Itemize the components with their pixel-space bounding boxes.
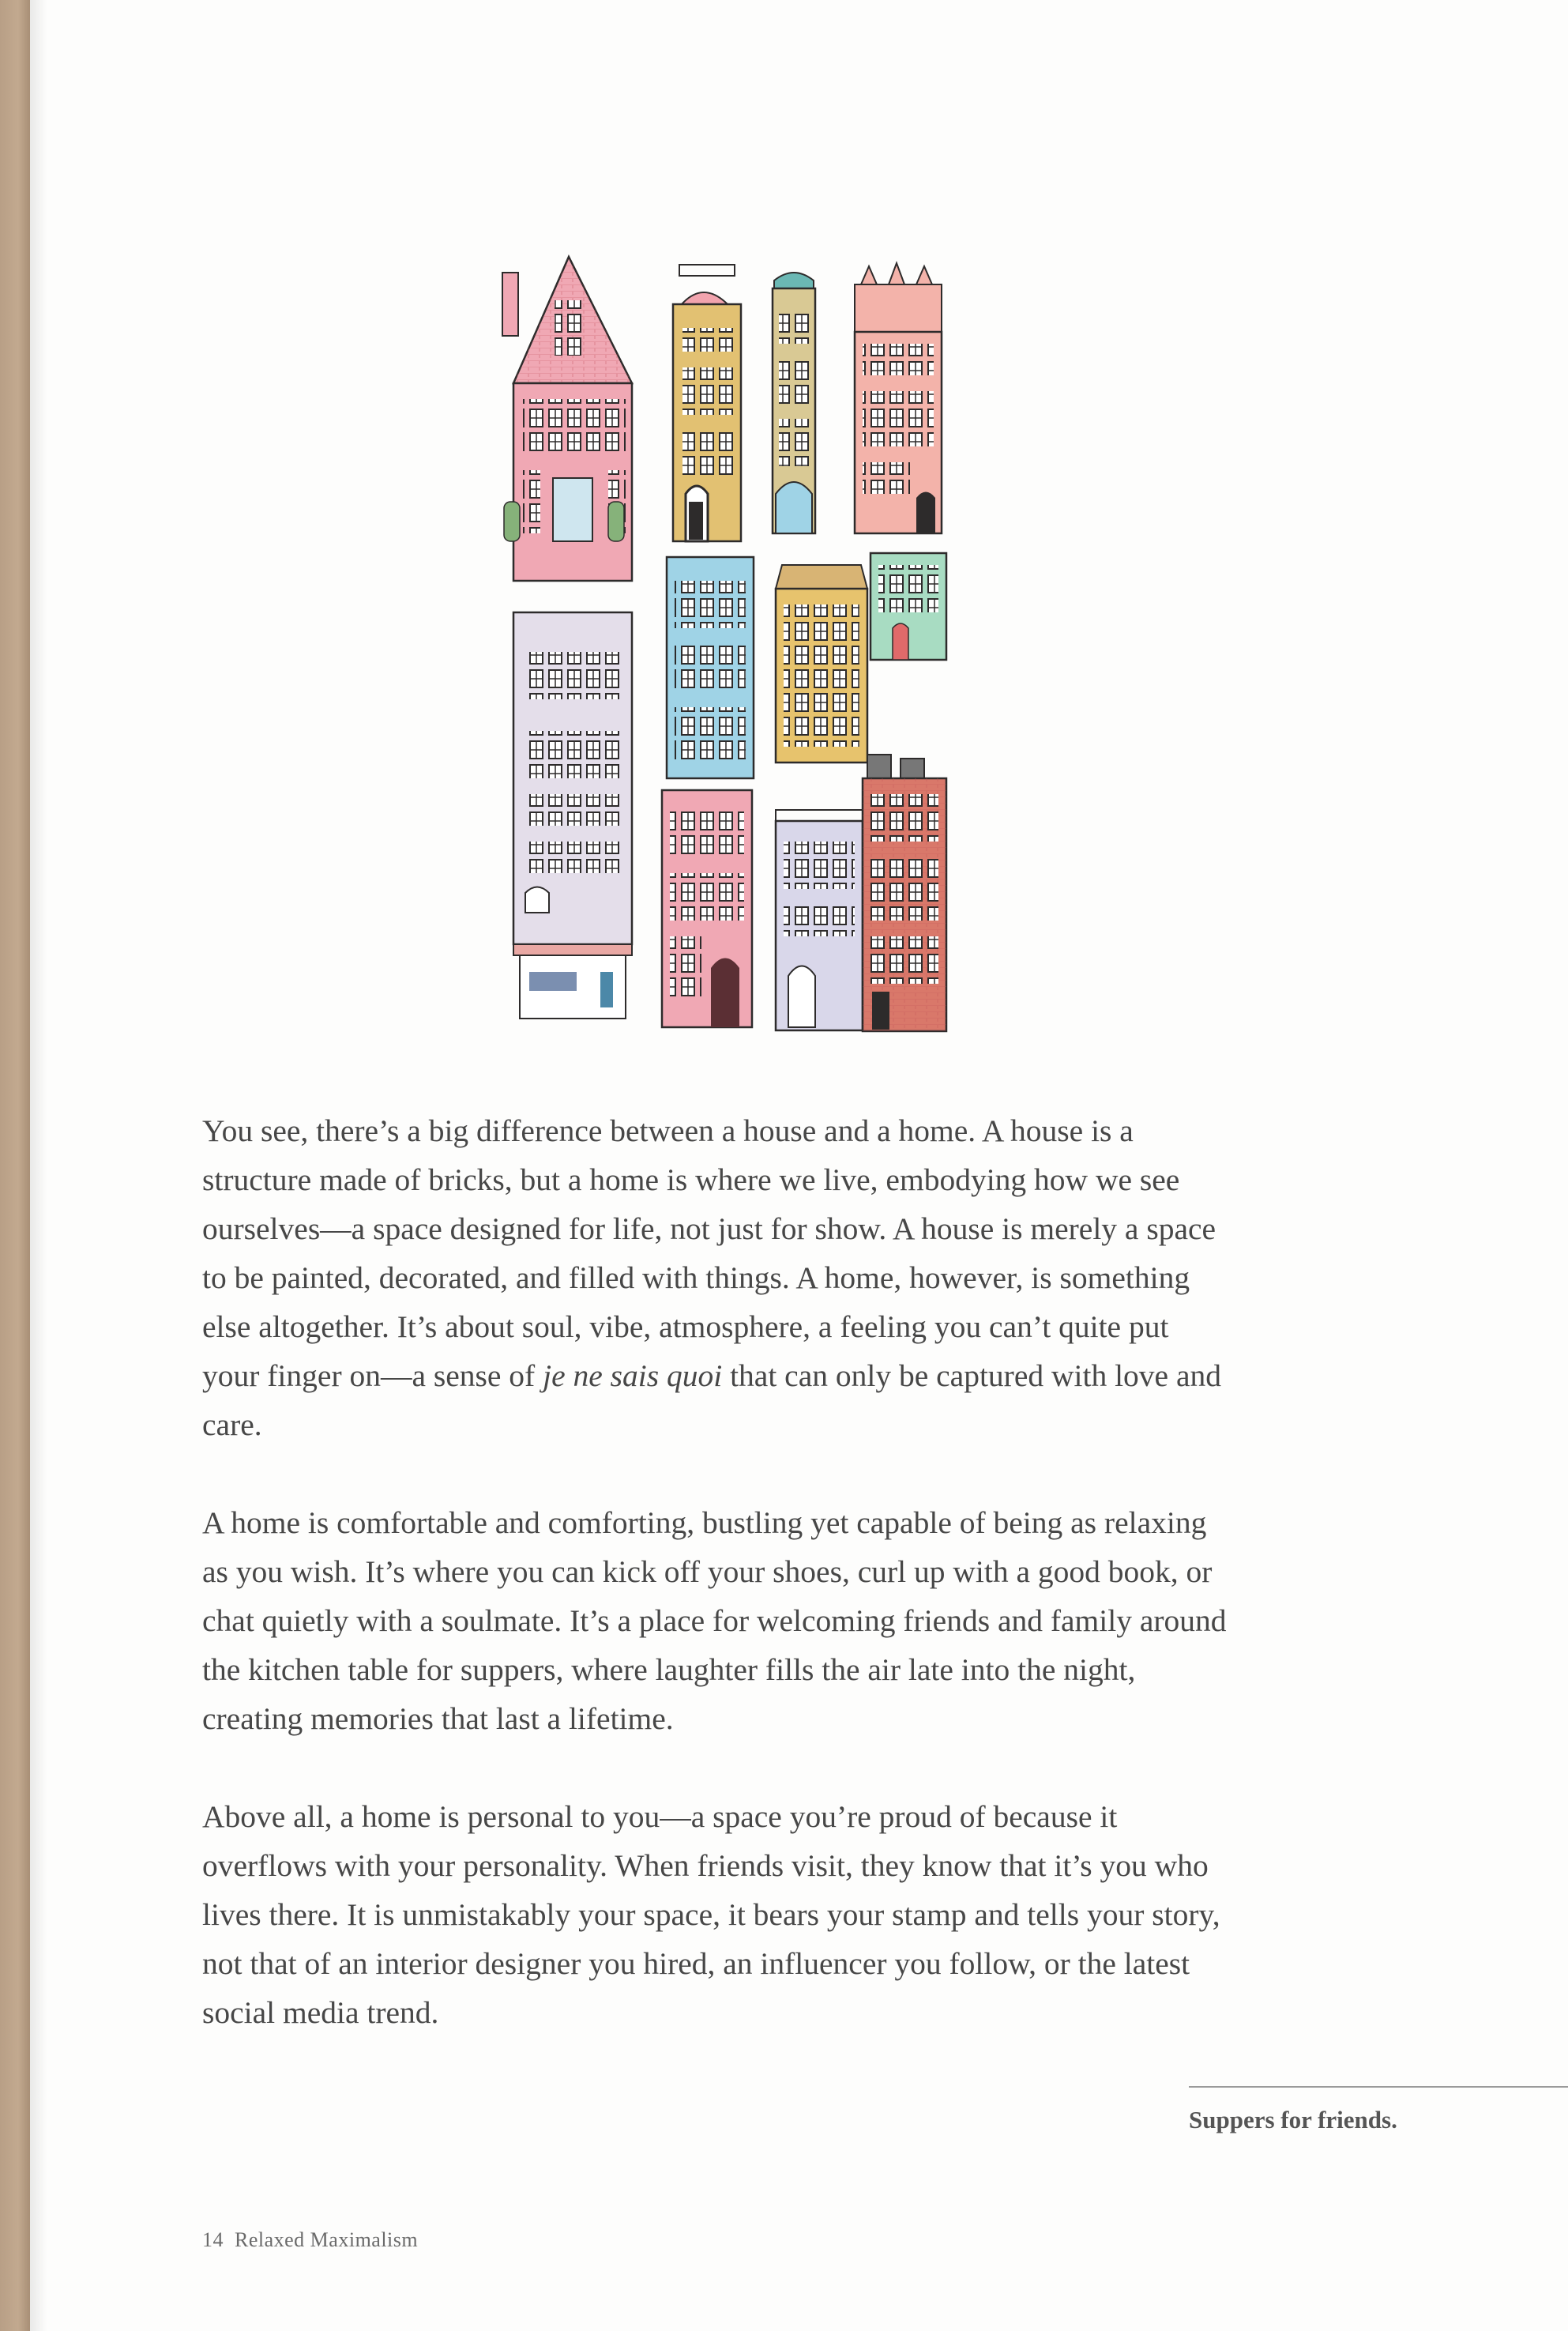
house-yellow-grid — [776, 565, 867, 763]
paragraph-3: Above all, a home is personal to you—a space you’re proud of because it overflows with your personality. When friends visit, they know that it’s you who lives there. It is unmistakably your space, it bears your stamp and tells your story, not that of an interior designer you hired, an influencer you follow, or the latest social media trend. — [202, 1799, 1220, 2030]
book-spine-edge — [0, 0, 30, 2331]
house-pink-small — [662, 790, 752, 1027]
house-pink-gabled — [502, 257, 632, 581]
house-lavender-tall — [513, 612, 632, 1019]
caption-divider — [1189, 2086, 1568, 2088]
page-number: 14 — [202, 2228, 224, 2251]
house-mustard — [673, 265, 741, 541]
house-salmon-turrets — [855, 263, 942, 533]
house-brick — [863, 755, 946, 1031]
book-title: Relaxed Maximalism — [235, 2228, 419, 2251]
townhouses-illustration — [490, 241, 1043, 1047]
house-lilac — [776, 810, 863, 1030]
body-text — [202, 1106, 1229, 2086]
paragraph-1: You see, there’s a big difference between a house and a home. A house is a structure made of bricks, but a home is where we live, embodying how we see ourselves—a space designed for life, not just for show. A house is merely a space to be painted, decorated, and filled with things. A home, however, is something else altogether. It’s about soul, vibe, atmosphere, a feeling you can’t quite put your finger on—a sense of je ne sais quoi that can only be captured with love and care. — [202, 1113, 1221, 1442]
italic-phrase: je ne sais quoi — [543, 1358, 723, 1393]
house-blue — [667, 557, 754, 778]
paragraph-2: A home is comfortable and comforting, bustling yet capable of being as relaxing as you wish. It’s where you can kick off your shoes, curl up with a good book, or chat quietly with a soulmate. It’s a place for welcoming friends and family around the kitchen table for suppers, where laughter fills the air late into the night, creating memories that last a lifetime. — [202, 1505, 1227, 1736]
house-teal-tower — [773, 273, 815, 533]
gutter-shadow — [30, 0, 47, 2331]
page-footer — [202, 2228, 418, 2252]
house-mint — [870, 553, 946, 660]
image-caption: Suppers for friends. — [1189, 2106, 1397, 2133]
